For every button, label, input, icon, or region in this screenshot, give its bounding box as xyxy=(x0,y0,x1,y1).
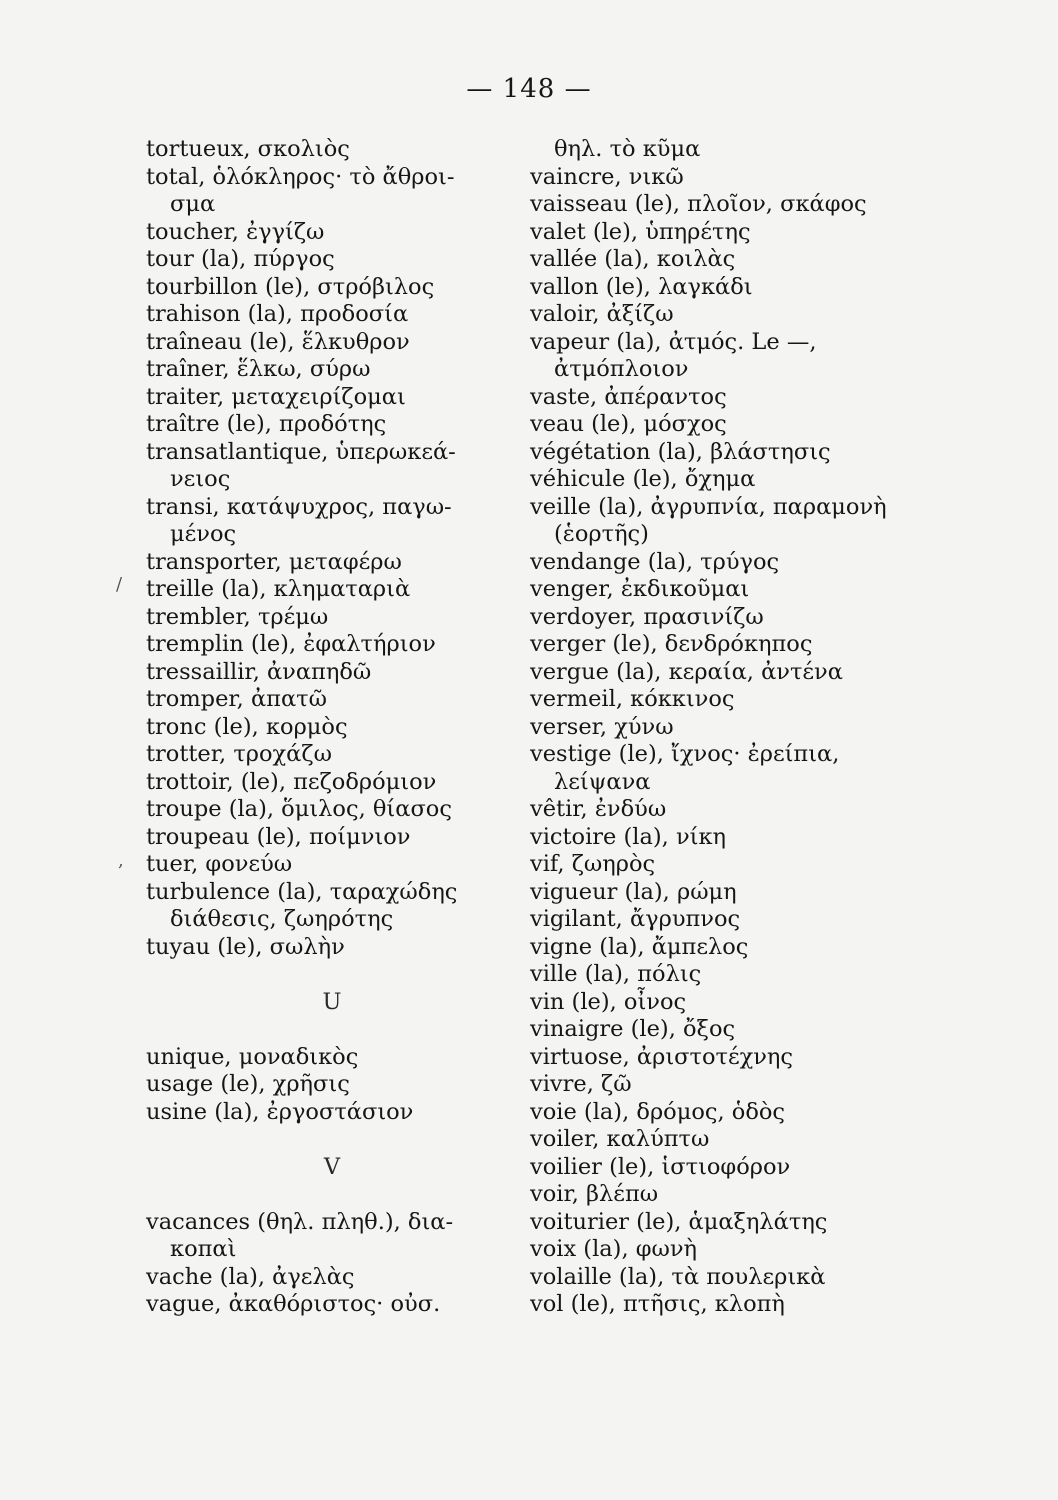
dictionary-entry: ville (la), πόλις xyxy=(530,961,702,987)
dictionary-entry: vaincre, νικῶ xyxy=(530,163,684,190)
dictionary-entry: usage (le), χρῆσις xyxy=(146,1071,350,1097)
dictionary-entry: vol (le), πτῆσις, κλοπὴ xyxy=(530,1291,785,1317)
dictionary-entry: turbulence (la), ταραχώδης xyxy=(146,878,458,905)
dictionary-entry: tuyau (le), σωλὴν xyxy=(146,933,345,960)
dictionary-entry-continuation: νειος xyxy=(170,466,231,492)
dictionary-entry: tuer, φονεύω xyxy=(146,851,293,877)
dictionary-entry: tremplin (le), ἐφαλτήριον xyxy=(146,631,436,657)
dictionary-entry-continuation: κοπαὶ xyxy=(170,1236,237,1262)
dictionary-entry: voiturier (le), ἁμαξηλάτης xyxy=(530,1208,828,1235)
dictionary-entry: vermeil, κόκκινος xyxy=(530,686,735,712)
dictionary-entry: voix (la), φωνὴ xyxy=(530,1236,698,1262)
dictionary-entry: vêtir, ἐνδύω xyxy=(530,796,667,822)
dictionary-entry: voiler, καλύπτω xyxy=(530,1126,710,1152)
dictionary-entry: voie (la), δρόμος, ὁδὸς xyxy=(530,1098,786,1125)
dictionary-entry: trahison (la), προδοσία xyxy=(146,301,409,327)
dictionary-entry: vallée (la), κοιλὰς xyxy=(530,246,736,272)
dictionary-entry: végétation (la), βλάστησις xyxy=(530,438,831,465)
dictionary-entry: voir, βλέπω xyxy=(530,1181,659,1207)
dictionary-entry: total, ὁλόκληρος· τὸ ἄθροι- xyxy=(146,163,455,190)
dictionary-entry: treille (la), κληματαριὰ xyxy=(146,576,411,602)
dictionary-entry: transatlantique, ὑπερωκεά- xyxy=(146,438,456,465)
dictionary-entry: valoir, ἀξίζω xyxy=(530,301,674,327)
dictionary-entry-continuation: διάθεσις, ζωηρότης xyxy=(170,906,394,932)
dictionary-entry: véhicule (le), ὄχημα xyxy=(530,466,756,492)
section-spacer xyxy=(146,961,518,989)
dictionary-entry: voilier (le), ἱστιοφόρον xyxy=(530,1153,791,1180)
dictionary-entry: verdoyer, πρασινίζω xyxy=(530,603,764,630)
dictionary-entry: tressaillir, ἀναπηδῶ xyxy=(146,658,372,685)
dictionary-entry-continuation: (ἑορτῆς) xyxy=(554,521,649,547)
dictionary-entry: vache (la), ἀγελὰς xyxy=(146,1263,355,1290)
dictionary-entry: vigilant, ἄγρυπνος xyxy=(530,906,741,932)
dictionary-entry: volaille (la), τὰ πουλερικὰ xyxy=(530,1263,826,1290)
dictionary-entry: transporter, μεταφέρω xyxy=(146,548,402,575)
dictionary-entry: victoire (la), νίκη xyxy=(530,823,727,850)
dictionary-entry: traîner, ἕλκω, σύρω xyxy=(146,356,371,382)
dictionary-entry-continuation: θηλ. τὸ κῦμα xyxy=(554,136,701,162)
dictionary-entry: tromper, ἀπατῶ xyxy=(146,686,327,712)
dictionary-entry-continuation: λείψανα xyxy=(554,768,651,795)
dictionary-entry: venger, ἐκδικοῦμαι xyxy=(530,576,750,602)
dictionary-entry: troupeau (le), ποίμνιον xyxy=(146,823,411,850)
dictionary-entry: veille (la), ἀγρυπνία, παραμονὴ xyxy=(530,493,887,520)
margin-mark: , xyxy=(118,850,124,871)
section-spacer xyxy=(146,1181,518,1209)
dictionary-entry: traîneau (le), ἕλκυθρον xyxy=(146,328,410,355)
dictionary-entry: vif, ζωηρὸς xyxy=(530,851,656,877)
dictionary-entry: verser, χύνω xyxy=(530,713,674,740)
left-column xyxy=(146,136,518,1319)
dictionary-entry: tronc (le), κορμὸς xyxy=(146,713,348,740)
dictionary-entry: vallon (le), λαγκάδι xyxy=(530,273,753,300)
dictionary-entry: vapeur (la), ἀτμός. Le —, xyxy=(530,328,817,355)
dictionary-entry: tourbillon (le), στρόβιλος xyxy=(146,273,435,300)
dictionary-entry: vaisseau (le), πλοῖον, σκάφος xyxy=(530,191,867,217)
dictionary-entry: vigne (la), ἄμπελος xyxy=(530,933,749,960)
dictionary-entry-continuation: σμα xyxy=(170,191,216,217)
dictionary-entry: verger (le), δενδρόκηπος xyxy=(530,631,813,657)
margin-mark: / xyxy=(116,574,123,595)
dictionary-entry: valet (le), ὑπηρέτης xyxy=(530,218,751,245)
dictionary-entry: transi, κατάψυχρος, παγω- xyxy=(146,493,452,520)
dictionary-entry: vinaigre (le), ὄξος xyxy=(530,1016,736,1042)
dictionary-entry: vague, ἀκαθόριστος· οὐσ. xyxy=(146,1291,441,1317)
section-letter-heading: U xyxy=(322,988,342,1015)
dictionary-entry: traiter, μεταχειρίζομαι xyxy=(146,383,406,410)
dictionary-entry: vestige (le), ἴχνος· ἐρείπια, xyxy=(530,741,840,767)
dictionary-entry: toucher, ἐγγίζω xyxy=(146,218,325,245)
section-letter-heading: V xyxy=(323,1153,341,1180)
dictionary-entry: tortueux, σκολιὸς xyxy=(146,136,350,162)
page-number: — 148 — xyxy=(466,74,592,104)
dictionary-entry: vin (le), οἶνος xyxy=(530,988,687,1015)
dictionary-entry: vendange (la), τρύγος xyxy=(530,548,780,575)
section-spacer xyxy=(146,1126,518,1154)
dictionary-entry: tour (la), πύργος xyxy=(146,246,335,272)
dictionary-entry-continuation: μένος xyxy=(170,521,237,547)
dictionary-entry: troupe (la), ὅμιλος, θίασος xyxy=(146,796,452,822)
dictionary-entry: traître (le), προδότης xyxy=(146,411,387,437)
dictionary-entry: vacances (θηλ. πληθ.), δια- xyxy=(146,1208,454,1235)
dictionary-entry: vaste, ἀπέραντος xyxy=(530,383,727,410)
dictionary-entry: trotter, τροχάζω xyxy=(146,741,332,767)
dictionary-entry: virtuose, ἀριστοτέχνης xyxy=(530,1043,794,1070)
dictionary-entry: veau (le), μόσχος xyxy=(530,411,727,437)
dictionary-entry: vigueur (la), ρώμη xyxy=(530,878,737,905)
dictionary-entry: vergue (la), κεραία, ἀντένα xyxy=(530,658,843,685)
dictionary-entry-continuation: ἀτμόπλοιον xyxy=(554,356,689,382)
dictionary-entry: unique, μοναδικὸς xyxy=(146,1043,359,1070)
dictionary-entry: vivre, ζῶ xyxy=(530,1071,632,1097)
right-column xyxy=(530,136,930,1319)
dictionary-entry: trottoir, (le), πεζοδρόμιον xyxy=(146,768,437,795)
dictionary-entry: usine (la), ἐργοστάσιον xyxy=(146,1098,414,1125)
dictionary-entry: trembler, τρέμω xyxy=(146,603,329,630)
section-spacer xyxy=(146,1016,518,1044)
